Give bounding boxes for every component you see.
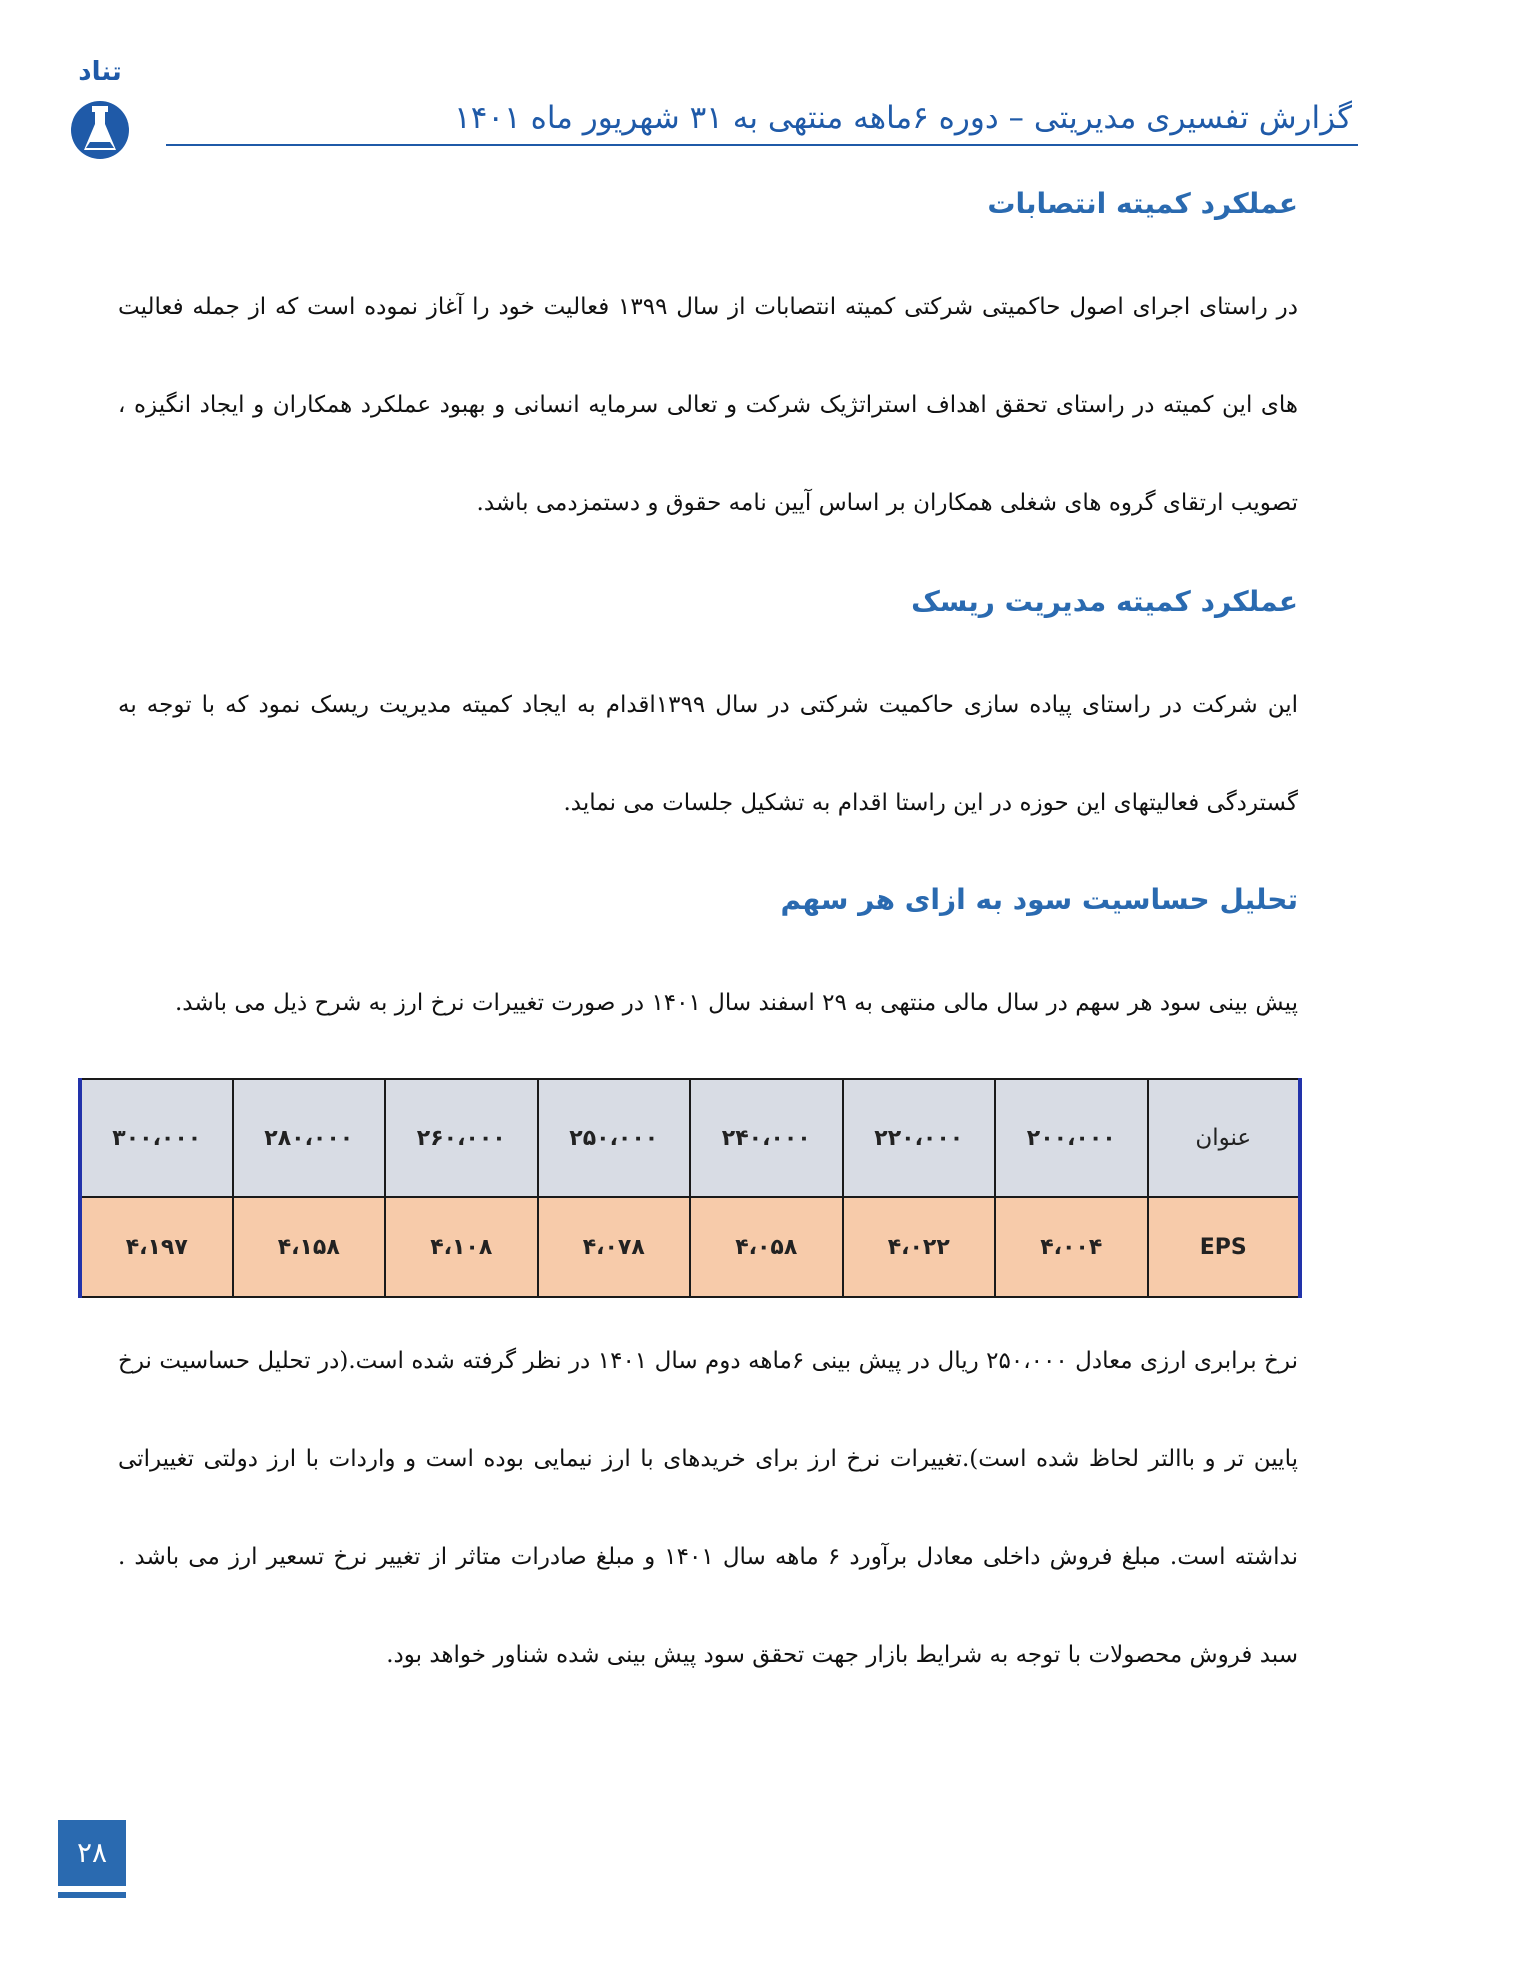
page-number-underline <box>58 1892 126 1898</box>
table-header-cell: ۲۸۰،۰۰۰ <box>233 1079 386 1197</box>
table-cell: ۴،۱۵۸ <box>233 1197 386 1297</box>
table-header-cell: ۲۶۰،۰۰۰ <box>385 1079 538 1197</box>
table-row <box>80 1197 1300 1297</box>
table-header-label: عنوان <box>1148 1079 1301 1197</box>
page-number: ۲۸ <box>58 1820 126 1886</box>
table-header-cell: ۲۵۰،۰۰۰ <box>538 1079 691 1197</box>
table-cell: ۴،۱۹۷ <box>80 1197 233 1297</box>
table-cell: ۴،۰۷۸ <box>538 1197 691 1297</box>
table-header-cell: ۲۲۰،۰۰۰ <box>843 1079 996 1197</box>
section-heading-eps-sensitivity: تحلیل حساسیت سود به ازای هر سهم <box>780 883 1298 916</box>
logo-wordmark: تناد <box>78 57 122 87</box>
eps-sensitivity-table <box>78 1078 1302 1298</box>
table-cell: ۴،۰۰۴ <box>995 1197 1148 1297</box>
company-logo <box>64 54 136 166</box>
section-paragraph-risk: این شرکت در راستای پیاده سازی حاکمیت شرکتی در سال ۱۳۹۹اقدام به ایجاد کمیته مدیریت ریسک نمود که با توجه به گستردگی فعالیتهای این حوزه در این راستا اقدام به تشکیل جلسات می نماید. <box>118 692 1298 816</box>
table-cell: ۴،۰۵۸ <box>690 1197 843 1297</box>
table-header-cell: ۲۰۰،۰۰۰ <box>995 1079 1148 1197</box>
section-heading-appointments: عملکرد کمیته انتصابات <box>987 187 1298 220</box>
table-header-cell: ۳۰۰،۰۰۰ <box>80 1079 233 1197</box>
section-heading-risk: عملکرد کمیته مدیریت ریسک <box>911 585 1298 618</box>
section-paragraph-appointments: در راستای اجرای اصول حاکمیتی شرکتی کمیته انتصابات از سال ۱۳۹۹ فعالیت خود را آغاز نموده است که از جمله فعالیت های این کمیته در راستای تحقق اهداف استراتژیک شرکت و تعالی سرمایه انسانی و بهبود عملکرد همکاران و ایجاد انگیزه ، تصویب ارتقای گروه های شغلی همکاران بر اساس آیین نامه حقوق و دستمزدمی باشد. <box>118 294 1298 516</box>
flask-icon <box>70 98 130 162</box>
header-divider <box>166 144 1358 146</box>
table-header-cell: ۲۴۰،۰۰۰ <box>690 1079 843 1197</box>
report-header-title: گزارش تفسیری مدیریتی – دوره ۶ماهه منتهی به ۳۱ شهریور ماه ۱۴۰۱ <box>454 100 1352 136</box>
section-paragraph-eps-sensitivity: پیش بینی سود هر سهم در سال مالی منتهی به ۲۹ اسفند سال ۱۴۰۱ در صورت تغییرات نرخ ارز به شرح ذیل می باشد. <box>174 990 1298 1016</box>
table-row-label: EPS <box>1148 1197 1301 1297</box>
table-cell: ۴،۱۰۸ <box>385 1197 538 1297</box>
table-cell: ۴،۰۲۲ <box>843 1197 996 1297</box>
table-header-row <box>80 1079 1300 1197</box>
closing-paragraph: نرخ برابری ارزی معادل ۲۵۰،۰۰۰ ریال در پیش بینی ۶ماهه دوم سال ۱۴۰۱ در نظر گرفته شده است.(در تحلیل حساسیت نرخ پایین تر و باالتر لحاظ شده است).تغییرات نرخ ارز برای خریدهای با ارز نیمایی بوده است و واردات با ارز دولتی تغییراتی نداشته است. مبلغ فروش داخلی معادل برآورد ۶ ماهه سال ۱۴۰۱ و مبلغ صادرات متاثر از تغییر نرخ تسعیر ارز می باشد . سبد فروش محصولات با توجه به شرایط بازار جهت تحقق سود پیش بینی شده شناور خواهد بود. <box>118 1348 1298 1668</box>
